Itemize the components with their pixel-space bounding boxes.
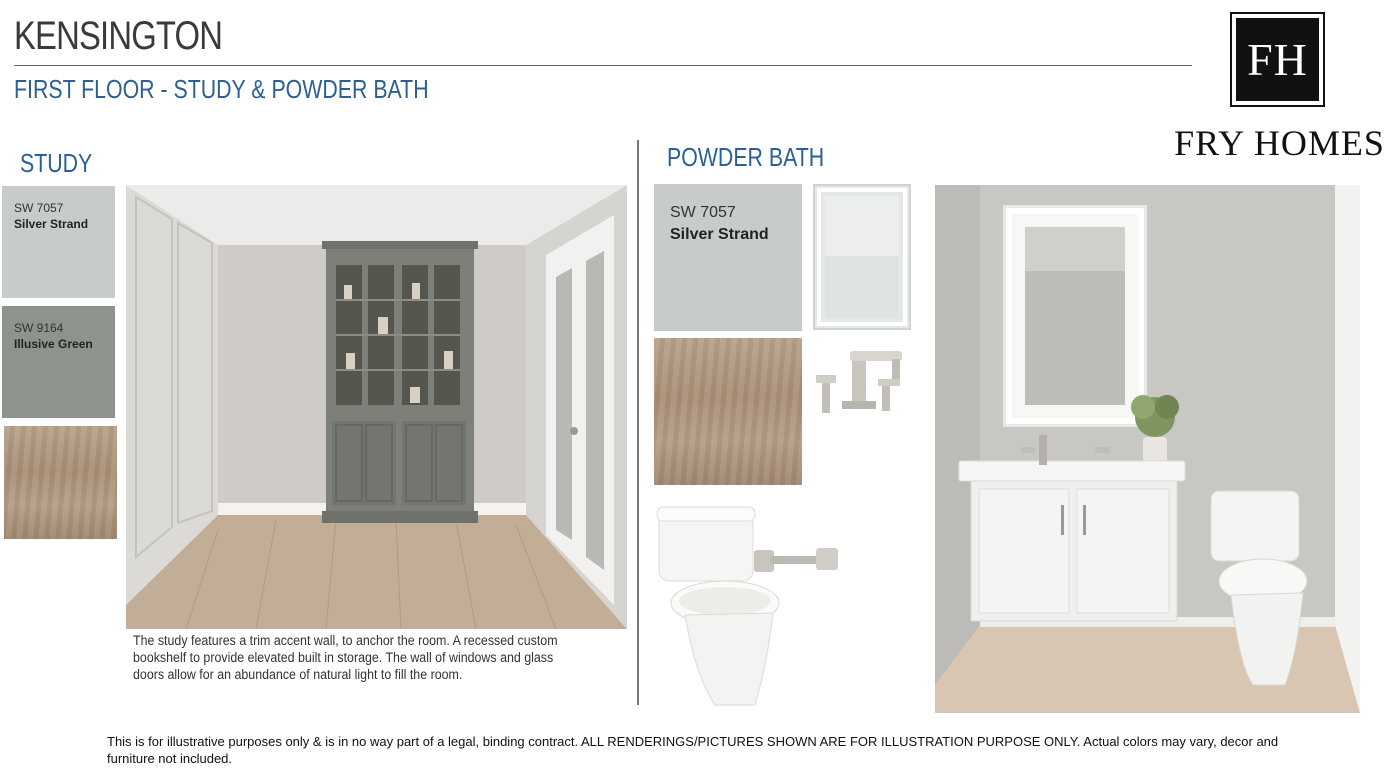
paint-swatch-silver-strand — [2, 186, 115, 298]
header-divider — [14, 65, 1192, 66]
flooring-sample — [4, 426, 117, 539]
swatch-name: Silver Strand — [14, 217, 89, 231]
bath-flooring-sample — [654, 338, 802, 485]
study-caption: The study features a trim accent wall, to anchor the room. A recessed custom bookshelf to provide elevated built in storage. The wall of windows and glass doors allow for an abundance of natural light to fill the room. — [133, 633, 558, 682]
powder-bath-heading: POWDER BATH — [667, 142, 825, 172]
powder-bath-rendering — [935, 185, 1360, 713]
swatch-name: Silver Strand — [670, 226, 769, 243]
fh-logo — [1230, 12, 1325, 107]
study-rendering — [126, 185, 627, 629]
study-heading: STUDY — [20, 148, 93, 178]
legal-disclaimer: This is for illustrative purposes only & is in no way part of a legal, binding contract. ALL RENDERINGS/PICTURES SHOWN ARE FOR ILLUSTRATION PURPOSE ONLY. Actual colors may vary, decor and furniture not included. — [107, 734, 1279, 766]
page-title: KENSINGTON — [14, 14, 223, 58]
lighted-mirror-image — [813, 184, 911, 330]
swatch-name: Illusive Green — [14, 337, 93, 351]
logo-wordmark: FRY HOMES — [1174, 123, 1385, 163]
toilet-image — [655, 505, 780, 710]
swatch-code: SW 7057 — [14, 201, 64, 215]
toilet-paper-holder-image — [752, 540, 842, 580]
logo-monogram: FH — [1236, 18, 1319, 101]
faucet-image — [812, 345, 910, 420]
section-divider — [637, 140, 639, 705]
paint-swatch-illusive-green — [2, 306, 115, 418]
page-subtitle: FIRST FLOOR - STUDY & POWDER BATH — [14, 74, 429, 104]
swatch-code: SW 7057 — [670, 204, 736, 221]
paint-swatch-silver-strand-bath — [654, 184, 802, 331]
swatch-code: SW 9164 — [14, 321, 64, 335]
